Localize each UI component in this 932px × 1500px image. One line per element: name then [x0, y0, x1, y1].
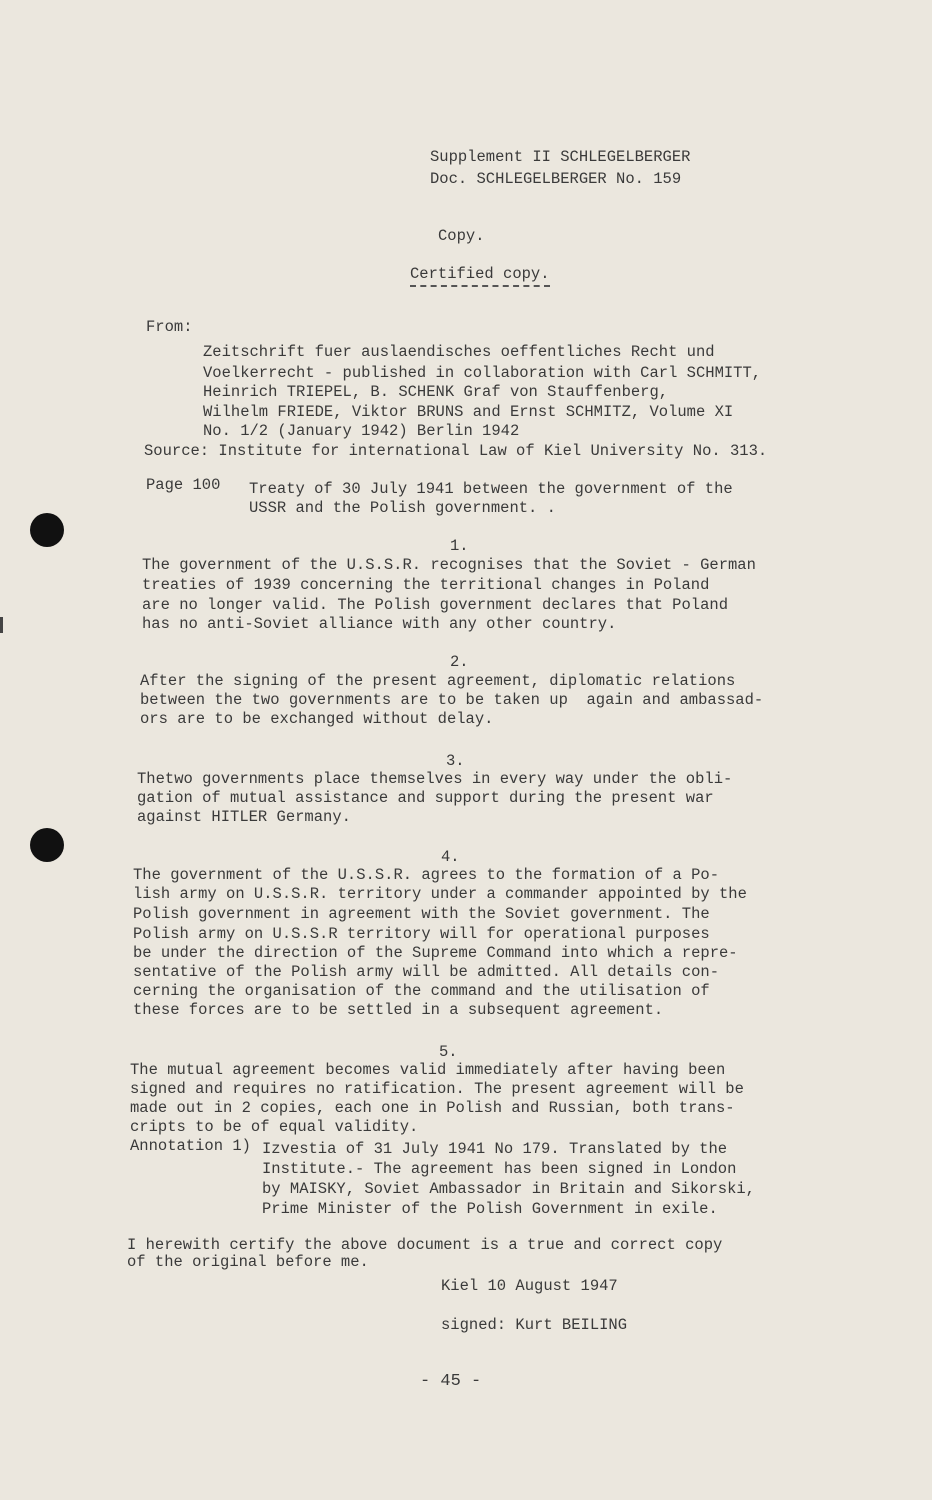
copy-label: Copy. [438, 227, 485, 245]
section-line: cerning the organisation of the command and the utilisation of [133, 982, 710, 1000]
section-line: Polish army on U.S.S.R territory will for operational purposes [133, 925, 710, 943]
section-line: The government of the U.S.S.R. recognises that the Soviet - German [142, 556, 756, 574]
section-line: The government of the U.S.S.R. agrees to the formation of a Po- [133, 866, 719, 884]
supplement-header: Supplement II SCHLEGELBERGER [430, 148, 691, 166]
section-line: against HITLER Germany. [137, 808, 351, 826]
annotation-line: Institute.- The agreement has been signed in London [262, 1160, 737, 1178]
section-line: between the two governments are to be taken up again and ambassad- [140, 691, 764, 709]
from-label: From: [146, 318, 193, 336]
annotation-line: by MAISKY, Soviet Ambassador in Britain and Sikorski, [262, 1180, 755, 1198]
signature-line: signed: Kurt BEILING [441, 1316, 628, 1334]
section-line: lish army on U.S.S.R. territory under a commander appointed by the [133, 885, 747, 903]
section-line: are no longer valid. The Polish government declares that Poland [142, 596, 728, 614]
section-line: Thetwo governments place themselves in every way under the obli- [137, 770, 733, 788]
annotation-label: Annotation 1) [130, 1137, 251, 1155]
from-line: Heinrich TRIEPEL, B. SCHENK Graf von Stauffenberg, [203, 383, 669, 401]
section-line: After the signing of the present agreement, diplomatic relations [140, 672, 736, 690]
doc-number: Doc. SCHLEGELBERGER No. 159 [430, 170, 682, 188]
annotation-line: Prime Minister of the Polish Government in exile. [262, 1200, 718, 1218]
edge-mark [0, 617, 3, 633]
source-line: Source: Institute for international Law of Kiel University No. 313. [144, 442, 768, 460]
treaty-title-line: Treaty of 30 July 1941 between the government of the [249, 480, 733, 498]
section-number: 4. [441, 848, 460, 866]
section-line: made out in 2 copies, each one in Polish and Russian, both trans- [130, 1099, 735, 1117]
section-line: signed and requires no ratification. The present agreement will be [130, 1080, 744, 1098]
page-number: - 45 - [420, 1372, 482, 1391]
section-line: The mutual agreement becomes valid immediately after having been [130, 1061, 726, 1079]
from-line: No. 1/2 (January 1942) Berlin 1942 [203, 422, 520, 440]
section-number: 3. [446, 752, 465, 770]
from-line: Voelkerrecht - published in collaboration with Carl SCHMITT, [203, 364, 762, 382]
section-line: sentative of the Polish army will be admitted. All details con- [133, 963, 719, 981]
section-line: these forces are to be settled in a subsequent agreement. [133, 1001, 664, 1019]
annotation-line: Izvestia of 31 July 1941 No 179. Translated by the [262, 1140, 728, 1158]
place-date: Kiel 10 August 1947 [441, 1277, 618, 1295]
section-number: 1. [450, 537, 469, 555]
section-line: be under the direction of the Supreme Command into which a repre- [133, 944, 738, 962]
section-line: cripts to be of equal validity. [130, 1118, 419, 1136]
certified-copy-label: Certified copy. [410, 265, 550, 287]
certification-line: of the original before me. [127, 1253, 369, 1271]
section-number: 2. [450, 653, 469, 671]
section-line: treaties of 1939 concerning the territional changes in Poland [142, 576, 710, 594]
page-reference: Page 100 [146, 476, 221, 494]
section-line: ors are to be exchanged without delay. [140, 710, 494, 728]
punch-hole-top [30, 513, 64, 547]
certification-line: I herewith certify the above document is a true and correct copy [127, 1236, 723, 1254]
section-line: Polish government in agreement with the Soviet government. The [133, 905, 710, 923]
section-line: gation of mutual assistance and support during the present war [137, 789, 714, 807]
section-line: has no anti-Soviet alliance with any other country. [142, 615, 617, 633]
from-line: Zeitschrift fuer auslaendisches oeffentliches Recht und [203, 343, 715, 361]
section-number: 5. [439, 1043, 458, 1061]
punch-hole-bottom [30, 828, 64, 862]
treaty-title-line: USSR and the Polish government. . [249, 499, 556, 517]
from-line: Wilhelm FRIEDE, Viktor BRUNS and Ernst SCHMITZ, Volume XI [203, 403, 734, 421]
